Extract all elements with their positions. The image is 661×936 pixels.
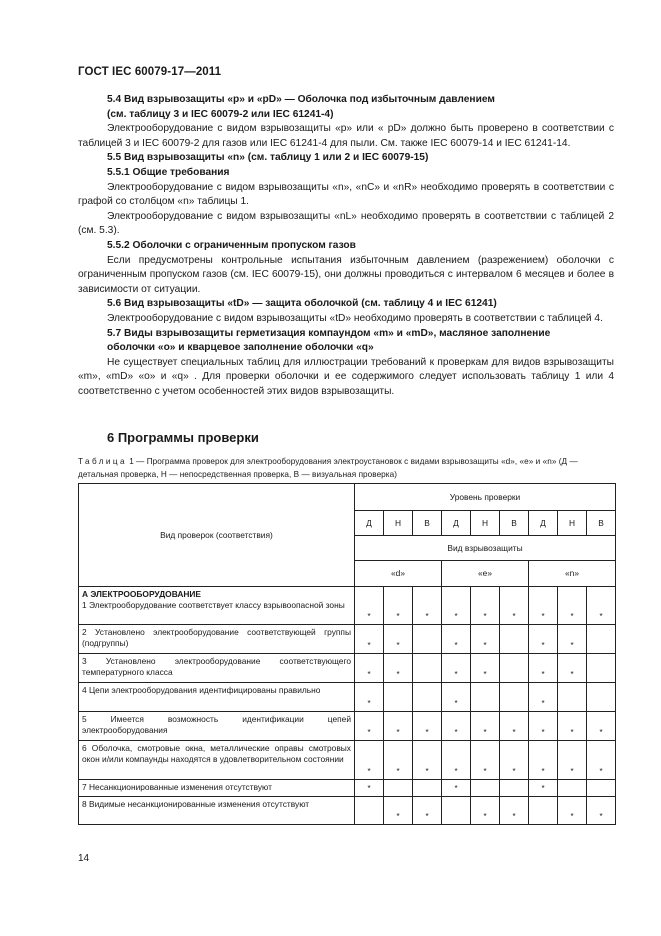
mark-cell bbox=[442, 797, 471, 825]
check-text: 2 Установлено электрооборудование соответствующей группы (подгруппы) bbox=[82, 627, 351, 648]
mark-cell: * bbox=[558, 654, 587, 683]
level-cell: Н bbox=[384, 511, 413, 536]
mark-cell: * bbox=[355, 683, 384, 712]
section-title: 6 Программы проверки bbox=[107, 430, 259, 445]
mark-cell: * bbox=[587, 587, 616, 625]
mark-cell: * bbox=[587, 797, 616, 825]
paragraph: Не существует специальных таблиц для иллюстрации требований к проверкам для видов взрывозащиты «m», «mD» «о» и «q» . Для проверки оболочки и ее содержимого следует использовать таблицу 1 или 4 соответственно с учетом особенностей этих видов взрывозащиты. bbox=[78, 356, 614, 397]
group-label: А ЭЛЕКТРООБОРУДОВАНИЕ bbox=[82, 589, 202, 599]
check-description bbox=[79, 797, 355, 825]
mark-cell bbox=[413, 780, 442, 797]
paragraph: Электрооборудование с видом взрывозащиты «n», «nC» и «nR» необходимо проверять в соответствии с графой со столбцом «n» таблицы 1. bbox=[78, 181, 614, 208]
check-description bbox=[79, 780, 355, 797]
mark-cell bbox=[413, 625, 442, 654]
heading: 5.5.1 Общие требования bbox=[107, 166, 230, 178]
mark-cell bbox=[384, 780, 413, 797]
table-row bbox=[79, 741, 616, 780]
check-description bbox=[79, 712, 355, 741]
level-cell: Н bbox=[471, 511, 500, 536]
mark-cell: * bbox=[442, 587, 471, 625]
paragraph: Если предусмотрены контрольные испытания избыточным давлением (разрежением) оболочки с ограниченным пропуском газов (см. IEC 60079-15), они должны проводиться с интервалом 6 месяцев и более в зависимости от ситуации. bbox=[78, 254, 614, 295]
mark-cell: * bbox=[500, 587, 529, 625]
table-row bbox=[79, 683, 616, 712]
mark-cell bbox=[471, 683, 500, 712]
check-text: 1 Электрооборудование соответствует классу взрывоопасной зоны bbox=[82, 600, 345, 610]
mark-cell bbox=[587, 683, 616, 712]
mark-cell: * bbox=[558, 741, 587, 780]
paragraph: Электрооборудование с видом взрывозащиты «p» или « pD» должно быть проверено в соответствии с таблицей 3 и IEC 60079-2 для газов или IEC 61241-4 для пыли. См. также IEC 60079-14 и IEC 61241-14. bbox=[78, 123, 614, 149]
mark-cell bbox=[587, 625, 616, 654]
level-cell: Д bbox=[529, 511, 558, 536]
check-description bbox=[79, 654, 355, 683]
mark-cell: * bbox=[384, 625, 413, 654]
mark-cell: * bbox=[529, 587, 558, 625]
check-text: 5 Имеется возможность идентификации цепей электрооборудования bbox=[82, 714, 351, 735]
heading: 5.7 Виды взрывозащиты герметизация компаундом «m» и «mD», масляное заполнение bbox=[107, 327, 551, 339]
mark-cell: * bbox=[500, 797, 529, 825]
document-code: ГОСТ IEC 60079-17—2011 bbox=[78, 66, 222, 78]
level-cell: Д bbox=[442, 511, 471, 536]
mark-cell: * bbox=[500, 741, 529, 780]
table-caption-label: Таблица bbox=[78, 457, 127, 466]
check-text: 4 Цепи электрооборудования идентифицированы правильно bbox=[82, 685, 321, 695]
mark-cell bbox=[558, 780, 587, 797]
level-cell: В bbox=[587, 511, 616, 536]
mark-cell: * bbox=[529, 780, 558, 797]
page-number: 14 bbox=[78, 853, 90, 864]
level-cell: Д bbox=[355, 511, 384, 536]
mark-cell: * bbox=[355, 625, 384, 654]
level-cell: В bbox=[500, 511, 529, 536]
table-row bbox=[79, 654, 616, 683]
check-text: 6 Оболочка, смотровые окна, металлические оправы смотровых окон и/или компаунды находятся в удовлетворительном состоянии bbox=[82, 743, 351, 764]
mark-cell: * bbox=[558, 797, 587, 825]
heading: 5.5.2 Оболочки с ограниченным пропуском газов bbox=[107, 239, 356, 251]
mark-cell bbox=[413, 654, 442, 683]
mark-cell: * bbox=[355, 654, 384, 683]
mark-cell: * bbox=[384, 712, 413, 741]
mark-cell: * bbox=[413, 712, 442, 741]
mark-cell: * bbox=[558, 712, 587, 741]
level-cell: Н bbox=[558, 511, 587, 536]
mark-cell: * bbox=[529, 654, 558, 683]
mark-cell: * bbox=[384, 587, 413, 625]
mark-cell bbox=[500, 780, 529, 797]
mark-cell bbox=[500, 683, 529, 712]
table-caption-text: 1 — Программа проверок для электрооборудования электроустановок с видами взрывозащиты «d», «e» и «n» (Д — детальная проверка, Н — непосредственная проверка, В — визуальная проверка) bbox=[78, 457, 578, 479]
check-description bbox=[79, 587, 355, 625]
table-caption bbox=[78, 456, 618, 481]
mark-cell: * bbox=[471, 741, 500, 780]
mark-cell: * bbox=[413, 741, 442, 780]
mark-cell bbox=[355, 797, 384, 825]
mark-cell: * bbox=[384, 741, 413, 780]
mark-cell: * bbox=[529, 741, 558, 780]
mark-cell: * bbox=[587, 741, 616, 780]
mark-cell: * bbox=[355, 712, 384, 741]
mark-cell: * bbox=[413, 797, 442, 825]
mark-cell bbox=[558, 683, 587, 712]
mark-cell: * bbox=[471, 587, 500, 625]
protection-cell: «n» bbox=[529, 561, 616, 587]
mark-cell bbox=[587, 780, 616, 797]
check-text: 7 Несанкционированные изменения отсутствуют bbox=[82, 782, 272, 792]
mark-cell: * bbox=[587, 712, 616, 741]
body-text bbox=[78, 93, 614, 399]
header-protection-type: Вид взрывозащиты bbox=[355, 536, 616, 561]
mark-cell: * bbox=[442, 741, 471, 780]
table-row bbox=[79, 780, 616, 797]
mark-cell: * bbox=[384, 797, 413, 825]
mark-cell: * bbox=[529, 625, 558, 654]
mark-cell: * bbox=[529, 683, 558, 712]
mark-cell: * bbox=[442, 780, 471, 797]
heading: 5.5 Вид взрывозащиты «n» (см. таблицу 1 или 2 и IEC 60079-15) bbox=[107, 152, 429, 164]
check-description bbox=[79, 741, 355, 780]
mark-cell: * bbox=[471, 797, 500, 825]
mark-cell bbox=[529, 797, 558, 825]
header-check-type: Вид проверок (соответствия) bbox=[79, 484, 355, 587]
check-description bbox=[79, 625, 355, 654]
heading: оболочки «о» и кварцевое заполнение оболочки «q» bbox=[107, 342, 374, 354]
mark-cell: * bbox=[442, 654, 471, 683]
mark-cell: * bbox=[529, 712, 558, 741]
mark-cell bbox=[413, 683, 442, 712]
mark-cell: * bbox=[471, 625, 500, 654]
mark-cell: * bbox=[558, 587, 587, 625]
protection-cell: «e» bbox=[442, 561, 529, 587]
paragraph: Электрооборудование с видом взрывозащиты «nL» необходимо проверять в соответствии с таблицей 2 (см. 5.3). bbox=[78, 210, 614, 237]
table-row bbox=[79, 587, 616, 625]
paragraph: Электрооборудование с видом взрывозащиты «tD» необходимо проверять в соответствии с таблицей 4. bbox=[107, 312, 603, 324]
table-row bbox=[79, 712, 616, 741]
mark-cell: * bbox=[471, 712, 500, 741]
check-text: 8 Видимые несанкционированные изменения отсутствуют bbox=[82, 799, 310, 809]
mark-cell: * bbox=[442, 683, 471, 712]
heading: 5.6 Вид взрывозащиты «tD» — защита оболочкой (см. таблицу 4 и IEC 61241) bbox=[107, 298, 497, 310]
mark-cell: * bbox=[413, 587, 442, 625]
protection-cell: «d» bbox=[355, 561, 442, 587]
table-row bbox=[79, 625, 616, 654]
mark-cell bbox=[587, 654, 616, 683]
header-inspection-level: Уровень проверки bbox=[355, 484, 616, 511]
mark-cell: * bbox=[500, 712, 529, 741]
heading: 5.4 Вид взрывозащиты «p» и «pD» — Оболочка под избыточным давлением bbox=[107, 94, 495, 105]
mark-cell: * bbox=[558, 625, 587, 654]
heading: (см. таблицу 3 и IEC 60079-2 или IEC 61241-4) bbox=[107, 108, 334, 120]
mark-cell: * bbox=[471, 654, 500, 683]
inspection-table bbox=[78, 483, 616, 825]
table-row bbox=[79, 797, 616, 825]
check-text: 3 Установлено электрооборудование соответствующего температурного класса bbox=[82, 656, 351, 677]
mark-cell: * bbox=[355, 741, 384, 780]
level-cell: В bbox=[413, 511, 442, 536]
mark-cell: * bbox=[355, 587, 384, 625]
mark-cell: * bbox=[355, 780, 384, 797]
mark-cell bbox=[384, 683, 413, 712]
mark-cell bbox=[471, 780, 500, 797]
mark-cell: * bbox=[442, 625, 471, 654]
mark-cell: * bbox=[442, 712, 471, 741]
mark-cell bbox=[500, 654, 529, 683]
check-description bbox=[79, 683, 355, 712]
mark-cell: * bbox=[384, 654, 413, 683]
mark-cell bbox=[500, 625, 529, 654]
